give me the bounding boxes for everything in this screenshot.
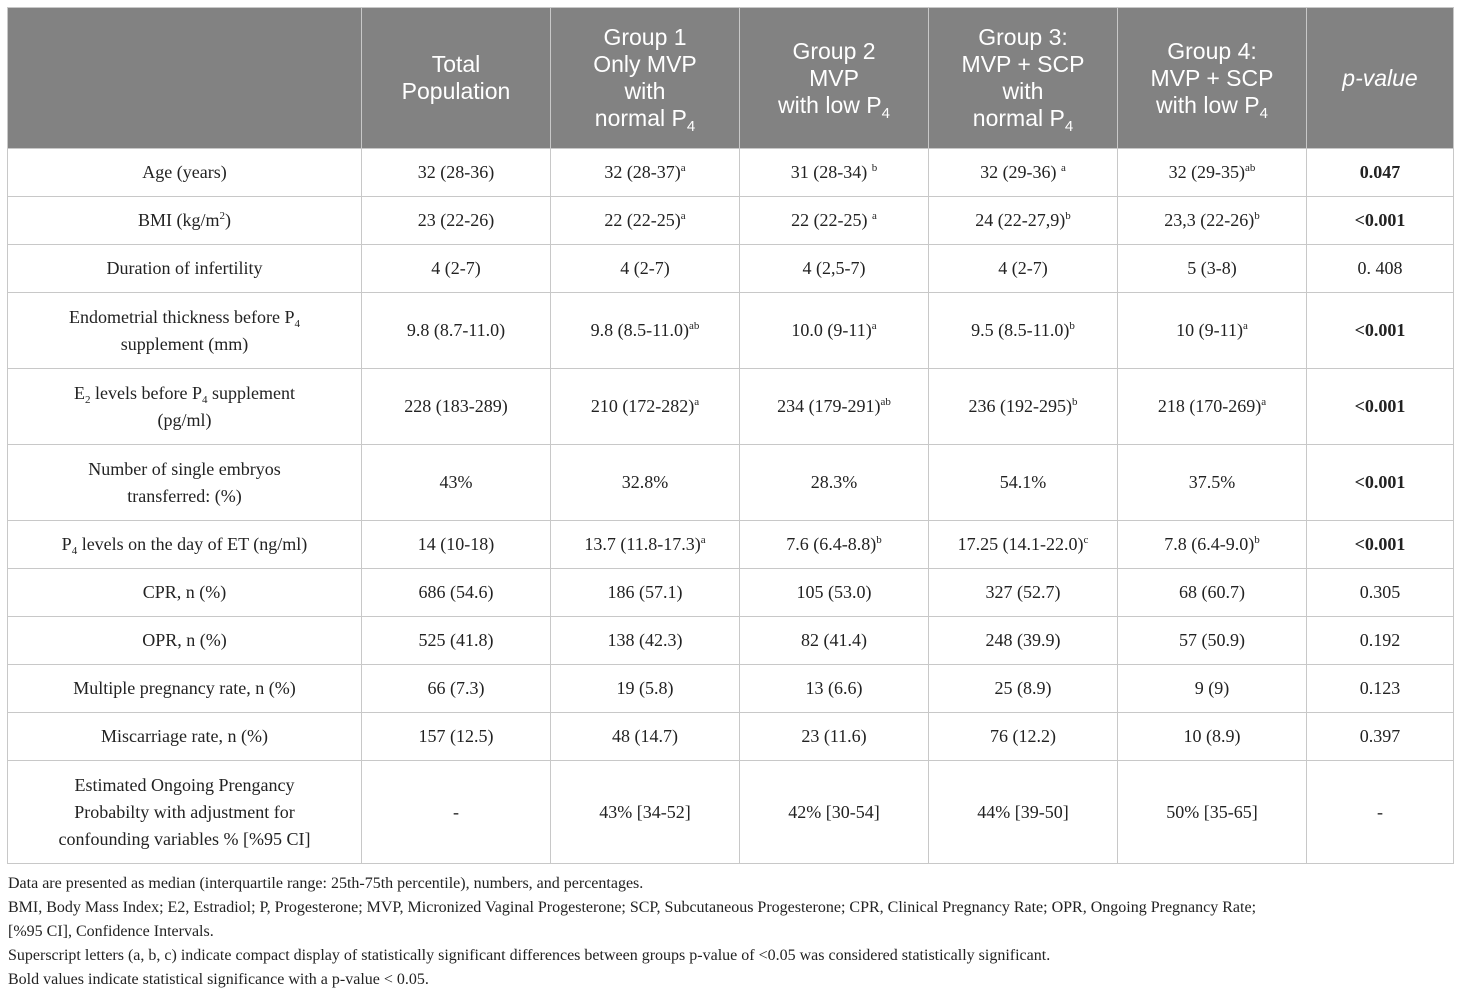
cell-group-2: 105 (53.0) <box>740 569 929 617</box>
cell-group-1: 13.7 $(11.8-17.3)^a$ <box>551 521 740 569</box>
footnote: Bold values indicate statistical significance with a p-value < 0.05. <box>8 971 429 988</box>
cell-group-2: 234 $(179-291)^{ab}$ <box>740 369 929 445</box>
row-label: Multiple pregnancy rate, n (%) <box>8 665 362 713</box>
table-row <box>8 369 1454 445</box>
footnote: BMI, Body Mass Index; E2, Estradiol; P, Progesterone; MVP, Micronized Vaginal Progesterone; SCP, Subcutaneous Progesterone; CPR, Clinical Pregnancy Rate; OPR, Ongoing Pregnancy Rate; <box>8 899 1257 916</box>
cell-group-2: 28.3% <box>740 445 929 521</box>
header-total-population: Total Population <box>362 8 551 149</box>
row-label: Estimated Ongoing Prengancy Probabilty with adjustment for confounding variables % [%95 CI] <box>8 761 362 864</box>
cell-group-1: 22 $(22-25)^a$ <box>551 197 740 245</box>
cell-group-4: 10 $(9-11)^a$ <box>1118 293 1307 369</box>
cell-group-4: 218 $(170-269)^a$ <box>1118 369 1307 445</box>
cell-group-3: 76 (12.2) <box>929 713 1118 761</box>
cell-total: 157 (12.5) <box>362 713 551 761</box>
cell-group-2: 82 (41.4) <box>740 617 929 665</box>
table-footnotes <box>8 872 1454 992</box>
row-label: Age (years) <box>8 149 362 197</box>
cell-group-4: 5 (3-8) <box>1118 245 1307 293</box>
cell-group-1: 48 (14.7) <box>551 713 740 761</box>
header-group-1: Group 1 Only MVP with normal $P_4$ <box>551 8 740 149</box>
header-group-4: Group 4: MVP + SCP with low $P_4$ <box>1118 8 1307 149</box>
cell-group-2: 42% [30-54] <box>740 761 929 864</box>
header-p-value: p-value <box>1307 8 1454 149</box>
cell-total: 4 (2-7) <box>362 245 551 293</box>
cell-p-value: <0.001 <box>1307 521 1454 569</box>
cell-total: 23 (22-26) <box>362 197 551 245</box>
table-row <box>8 245 1454 293</box>
cell-group-2: 22 (22-25) $^a$ <box>740 197 929 245</box>
row-label: Miscarriage rate, n (%) <box>8 713 362 761</box>
cell-p-value: 0.397 <box>1307 713 1454 761</box>
cell-p-value: <0.001 <box>1307 445 1454 521</box>
cell-group-3: 4 (2-7) <box>929 245 1118 293</box>
cell-group-4: 37.5% <box>1118 445 1307 521</box>
cell-group-1: 32 $(28-37)^a$ <box>551 149 740 197</box>
table-row <box>8 197 1454 245</box>
cell-group-3: 44% [39-50] <box>929 761 1118 864</box>
cell-p-value: 0.047 <box>1307 149 1454 197</box>
cell-group-1: 9.8 $(8.5-11.0)^{ab}$ <box>551 293 740 369</box>
cell-group-1: 210 $(172-282)^a$ <box>551 369 740 445</box>
cell-total: 686 (54.6) <box>362 569 551 617</box>
cell-group-3: 24 $(22-27,9)^b$ <box>929 197 1118 245</box>
cell-group-3: 17.25 $(14.1-22.0)^c$ <box>929 521 1118 569</box>
cell-group-4: 10 (8.9) <box>1118 713 1307 761</box>
footnote: Data are presented as median (interquartile range: 25th-75th percentile), numbers, and percentages. <box>8 875 644 892</box>
cell-p-value: 0.192 <box>1307 617 1454 665</box>
cell-group-1: 4 (2-7) <box>551 245 740 293</box>
table-row <box>8 713 1454 761</box>
cell-p-value: 0.123 <box>1307 665 1454 713</box>
header-group-2: Group 2 MVP with low $P_4$ <box>740 8 929 149</box>
cell-total: 14 (10-18) <box>362 521 551 569</box>
table-row <box>8 521 1454 569</box>
cell-group-2: 7.6 $(6.4-8.8)^b$ <box>740 521 929 569</box>
cell-group-2: 31 (28-34) $^b$ <box>740 149 929 197</box>
cell-group-3: 9.5 $(8.5-11.0)^b$ <box>929 293 1118 369</box>
cell-group-4: 23,3 $(22-26)^b$ <box>1118 197 1307 245</box>
table-row <box>8 617 1454 665</box>
cell-total: 9.8 (8.7-11.0) <box>362 293 551 369</box>
cell-group-2: 10.0 $(9-11)^a$ <box>740 293 929 369</box>
cell-total: 32 (28-36) <box>362 149 551 197</box>
cell-group-4: 9 (9) <box>1118 665 1307 713</box>
header-group-3: Group 3: MVP + SCP with normal $P_4$ <box>929 8 1118 149</box>
cell-p-value: <0.001 <box>1307 293 1454 369</box>
cell-group-4: 50% [35-65] <box>1118 761 1307 864</box>
cell-group-3: 32 (29-36) $^a$ <box>929 149 1118 197</box>
row-label: CPR, n (%) <box>8 569 362 617</box>
table-row <box>8 445 1454 521</box>
cell-total: 43% <box>362 445 551 521</box>
cell-total: - <box>362 761 551 864</box>
cell-group-4: 57 (50.9) <box>1118 617 1307 665</box>
cell-p-value: 0. 408 <box>1307 245 1454 293</box>
results-table <box>7 7 1454 864</box>
row-label: Number of single embryos transferred: (%) <box>8 445 362 521</box>
table-row <box>8 293 1454 369</box>
cell-group-1: 138 (42.3) <box>551 617 740 665</box>
cell-group-3: 54.1% <box>929 445 1118 521</box>
header-empty <box>8 8 362 149</box>
cell-group-4: 32 $(29-35)^{ab}$ <box>1118 149 1307 197</box>
row-label: $P_4$ levels on the day of ET (ng/ml) <box>8 521 362 569</box>
cell-total: 525 (41.8) <box>362 617 551 665</box>
cell-p-value: <0.001 <box>1307 369 1454 445</box>
cell-group-1: 32.8% <box>551 445 740 521</box>
cell-total: 66 (7.3) <box>362 665 551 713</box>
cell-group-2: 13 (6.6) <box>740 665 929 713</box>
cell-group-4: 68 (60.7) <box>1118 569 1307 617</box>
cell-group-1: 19 (5.8) <box>551 665 740 713</box>
cell-group-3: 236 $(192-295)^b$ <box>929 369 1118 445</box>
cell-group-3: 25 (8.9) <box>929 665 1118 713</box>
table-row <box>8 761 1454 864</box>
row-label: OPR, n (%) <box>8 617 362 665</box>
cell-total: 228 (183-289) <box>362 369 551 445</box>
cell-group-4: 7.8 $(6.4-9.0)^b$ <box>1118 521 1307 569</box>
row-label: BMI $(kg/m^2)$ <box>8 197 362 245</box>
table-row <box>8 149 1454 197</box>
row-label: Duration of infertility <box>8 245 362 293</box>
cell-group-2: 4 (2,5-7) <box>740 245 929 293</box>
footnote: Superscript letters (a, b, c) indicate compact display of statistically significant differences between groups p-value of <0.05 was considered statistically significant. <box>8 947 1051 964</box>
row-label: $E_2$ levels before $P_4$ supplement (pg/ml) <box>8 369 362 445</box>
cell-group-3: 248 (39.9) <box>929 617 1118 665</box>
footnote: [%95 CI], Confidence Intervals. <box>8 923 214 940</box>
cell-group-1: 186 (57.1) <box>551 569 740 617</box>
cell-group-1: 43% [34-52] <box>551 761 740 864</box>
table-row <box>8 665 1454 713</box>
table-row <box>8 569 1454 617</box>
cell-p-value: - <box>1307 761 1454 864</box>
cell-p-value: 0.305 <box>1307 569 1454 617</box>
row-label: Endometrial thickness before $P_4$ supplement (mm) <box>8 293 362 369</box>
cell-p-value: <0.001 <box>1307 197 1454 245</box>
header-row <box>8 8 1454 149</box>
cell-group-2: 23 (11.6) <box>740 713 929 761</box>
cell-group-3: 327 (52.7) <box>929 569 1118 617</box>
